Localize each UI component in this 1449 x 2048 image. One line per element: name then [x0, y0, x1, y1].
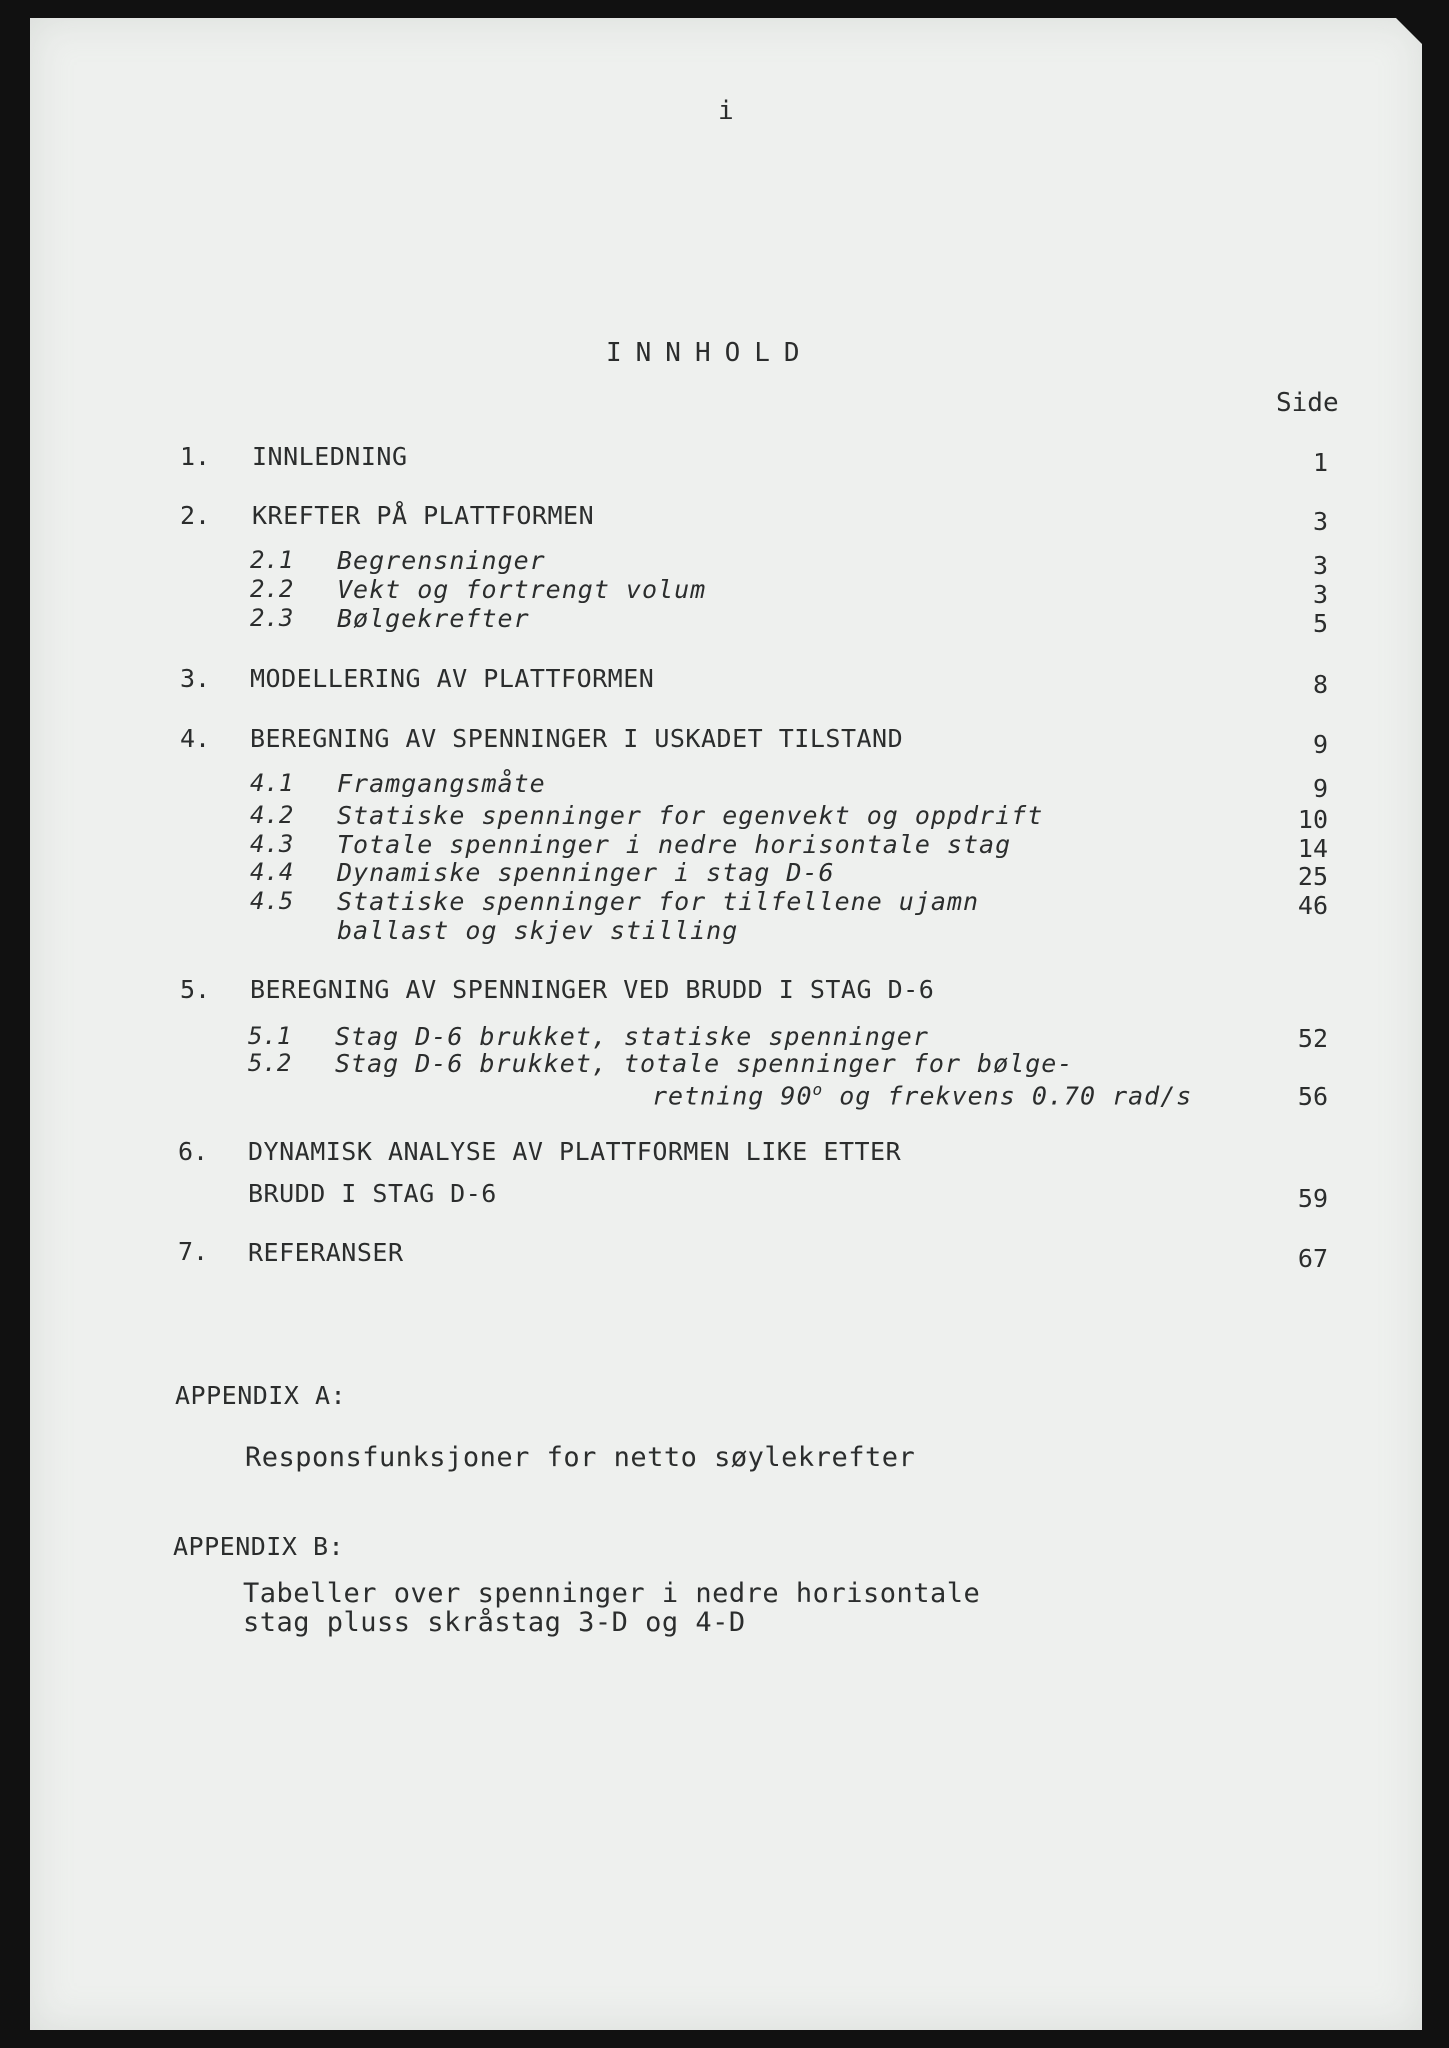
appendix-a-description: Responsfunksjoner for netto søylekrefter [245, 1442, 916, 1473]
subsection-title: Bølgekrefter [337, 604, 530, 633]
section-number: 5. [180, 975, 211, 1004]
subsection-page: 10 [1297, 805, 1328, 834]
subsection-page: 5 [1312, 609, 1328, 638]
subsection-page: 25 [1297, 862, 1328, 891]
section-number: 4. [180, 724, 211, 753]
subsection-title: Framgangsmåte [337, 769, 546, 798]
page-number: i [718, 96, 734, 126]
subsection-page: 52 [1297, 1024, 1328, 1053]
section-page: 9 [1312, 730, 1328, 759]
subsection-title: Vekt og fortrengt volum [337, 575, 707, 604]
section-title-continued: BRUDD I STAG D-6 [248, 1179, 497, 1208]
subsection-number: 4.2 [250, 801, 294, 829]
subsection-title: Statiske spenninger for egenvekt og oppdrift [337, 801, 1044, 830]
subsection-page: 9 [1312, 774, 1328, 803]
subsection-title: Stag D-6 brukket, statiske spenninger [335, 1022, 929, 1051]
section-title: MODELLERING AV PLATTFORMEN [250, 664, 655, 693]
side-column-label: Side [1276, 388, 1339, 418]
subsection-title: Stag D-6 brukket, totale spenninger for bølge- [335, 1049, 1074, 1078]
folded-corner [1396, 18, 1422, 44]
appendix-b-label: APPENDIX B: [173, 1532, 345, 1561]
section-number: 6. [178, 1137, 209, 1166]
section-title: BEREGNING AV SPENNINGER VED BRUDD I STAG D-6 [250, 975, 935, 1004]
subsection-page: 14 [1297, 834, 1328, 863]
section-title: BEREGNING AV SPENNINGER I USKADET TILSTAND [250, 724, 904, 753]
section-page: 1 [1312, 448, 1328, 477]
subsection-number: 2.2 [250, 575, 294, 603]
subsection-number: 4.4 [250, 858, 294, 886]
subsection-number: 2.1 [250, 546, 294, 574]
subsection-title: Statiske spenninger for tilfellene ujamn [337, 887, 980, 916]
subsection-title-continued: retning 90$^o$ og frekvens 0.70 rad/s [652, 1080, 1193, 1111]
subsection-number: 4.5 [250, 887, 294, 915]
section-number: 1. [180, 442, 211, 471]
section-number: 3. [180, 664, 211, 693]
subsection-number: 4.3 [250, 830, 294, 858]
subsection-number: 5.2 [248, 1049, 292, 1077]
subsection-title-continued: ballast og skjev stilling [337, 916, 739, 945]
appendix-b-description: Tabeller over spenninger i nedre horisontale [243, 1578, 981, 1609]
subsection-page: 3 [1312, 580, 1328, 609]
section-page: 8 [1312, 670, 1328, 699]
section-title: REFERANSER [248, 1238, 404, 1267]
section-title: INNLEDNING [252, 442, 408, 471]
subsection-number: 2.3 [250, 604, 294, 632]
toc-heading: INNHOLD [606, 338, 814, 368]
subsection-page: 46 [1297, 891, 1328, 920]
section-number: 7. [178, 1237, 209, 1266]
subsection-page: 3 [1312, 551, 1328, 580]
degree-superscript: o [812, 1080, 824, 1099]
subsection-number: 5.1 [248, 1022, 292, 1050]
subsection-page: 56 [1297, 1082, 1328, 1111]
subsection-title: Begrensninger [337, 546, 546, 575]
section-page: 59 [1297, 1184, 1328, 1213]
section-title: DYNAMISK ANALYSE AV PLATTFORMEN LIKE ETTER [248, 1137, 902, 1166]
subsection-title: Dynamiske spenninger i stag D-6 [337, 858, 835, 887]
subsection-title: Totale spenninger i nedre horisontale stag [337, 830, 1012, 859]
appendix-b-description-continued: stag pluss skråstag 3-D og 4-D [243, 1607, 746, 1638]
section-number: 2. [180, 501, 211, 530]
appendix-a-label: APPENDIX A: [175, 1381, 347, 1410]
section-page: 67 [1297, 1244, 1328, 1273]
section-page: 3 [1312, 507, 1328, 536]
subsection-number: 4.1 [250, 769, 294, 797]
section-title: KREFTER PÅ PLATTFORMEN [252, 501, 595, 530]
